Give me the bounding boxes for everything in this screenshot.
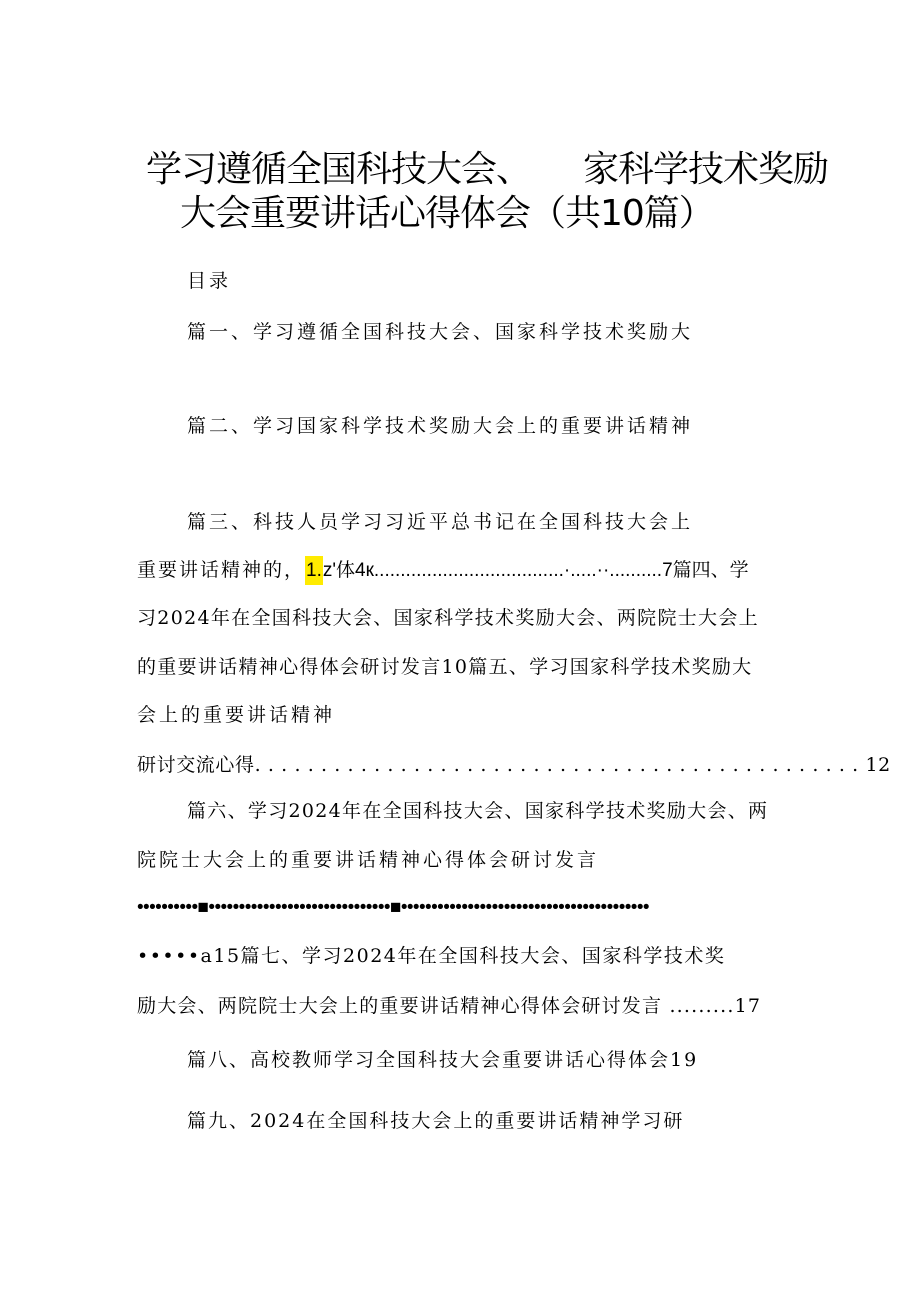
toc-label: 目录 [187, 270, 232, 292]
toc-entry-5: 会上的重要讲话精神 [137, 704, 336, 726]
toc-entry-7: •••••a15篇七、学习2024年在全国科技大会、国家科学技术奖 [137, 945, 726, 967]
toc-entry-4: 习2024年在全国科技大会、国家科学技术奖励大会、两院院士大会上 [137, 607, 759, 629]
toc-entry-6: 篇六、学习2024年在全国科技大会、国家科学技术奖励大会、两 [187, 800, 769, 822]
toc-entry-7-continued: 励大会、两院院士大会上的重要讲话精神心得体会研讨发言 .........17 [137, 995, 762, 1017]
toc-entry-5-continued: 研讨交流心得. . . . . . . . . . . . . . . . . . . . . . . . . . . . . . . . . . . . . . . . . . . . . . 12 [137, 754, 891, 776]
toc-entry-3: 篇三、科技人员学习习近平总书记在全国科技大会上 [187, 511, 694, 533]
toc-entry-9: 篇九、2024在全国科技大会上的重要讲话精神学习研 [187, 1110, 685, 1132]
toc-entry-2: 篇二、学习国家科学技术奖励大会上的重要讲话精神 [187, 415, 694, 437]
toc-entry-3-continued [137, 555, 749, 586]
toc-dot-leader: ••••••••••■••••••••••••••••••••••••••••••■••••••••••••••••••••••••••••••••••••••••• [137, 897, 649, 918]
highlighted-text: 1. [305, 556, 323, 585]
toc-text-fragment: 重要讲话精神的， [137, 559, 306, 581]
toc-entry-8: 篇八、高校教师学习全国科技大会重要讲话心得体会19 [187, 1049, 699, 1071]
toc-entry-6-continued: 院院士大会上的重要讲话精神心得体会研讨发言 [137, 849, 600, 871]
toc-entry-4-continued: 的重要讲话精神心得体会研讨发言10篇五、学习国家科学技术奖励大 [137, 656, 753, 678]
document-title-line-2: 大会重要讲话心得体会（共10篇） [180, 193, 714, 234]
toc-entry-1: 篇一、学习遵循全国科技大会、国家科学技术奖励大 [187, 321, 694, 343]
toc-leader-fragment: z'体4к....................................·.....··..........7篇四、学 [322, 560, 749, 581]
document-title-line-1: 学习遵循全国科技大会、 家科学技术奖励 [146, 149, 829, 190]
